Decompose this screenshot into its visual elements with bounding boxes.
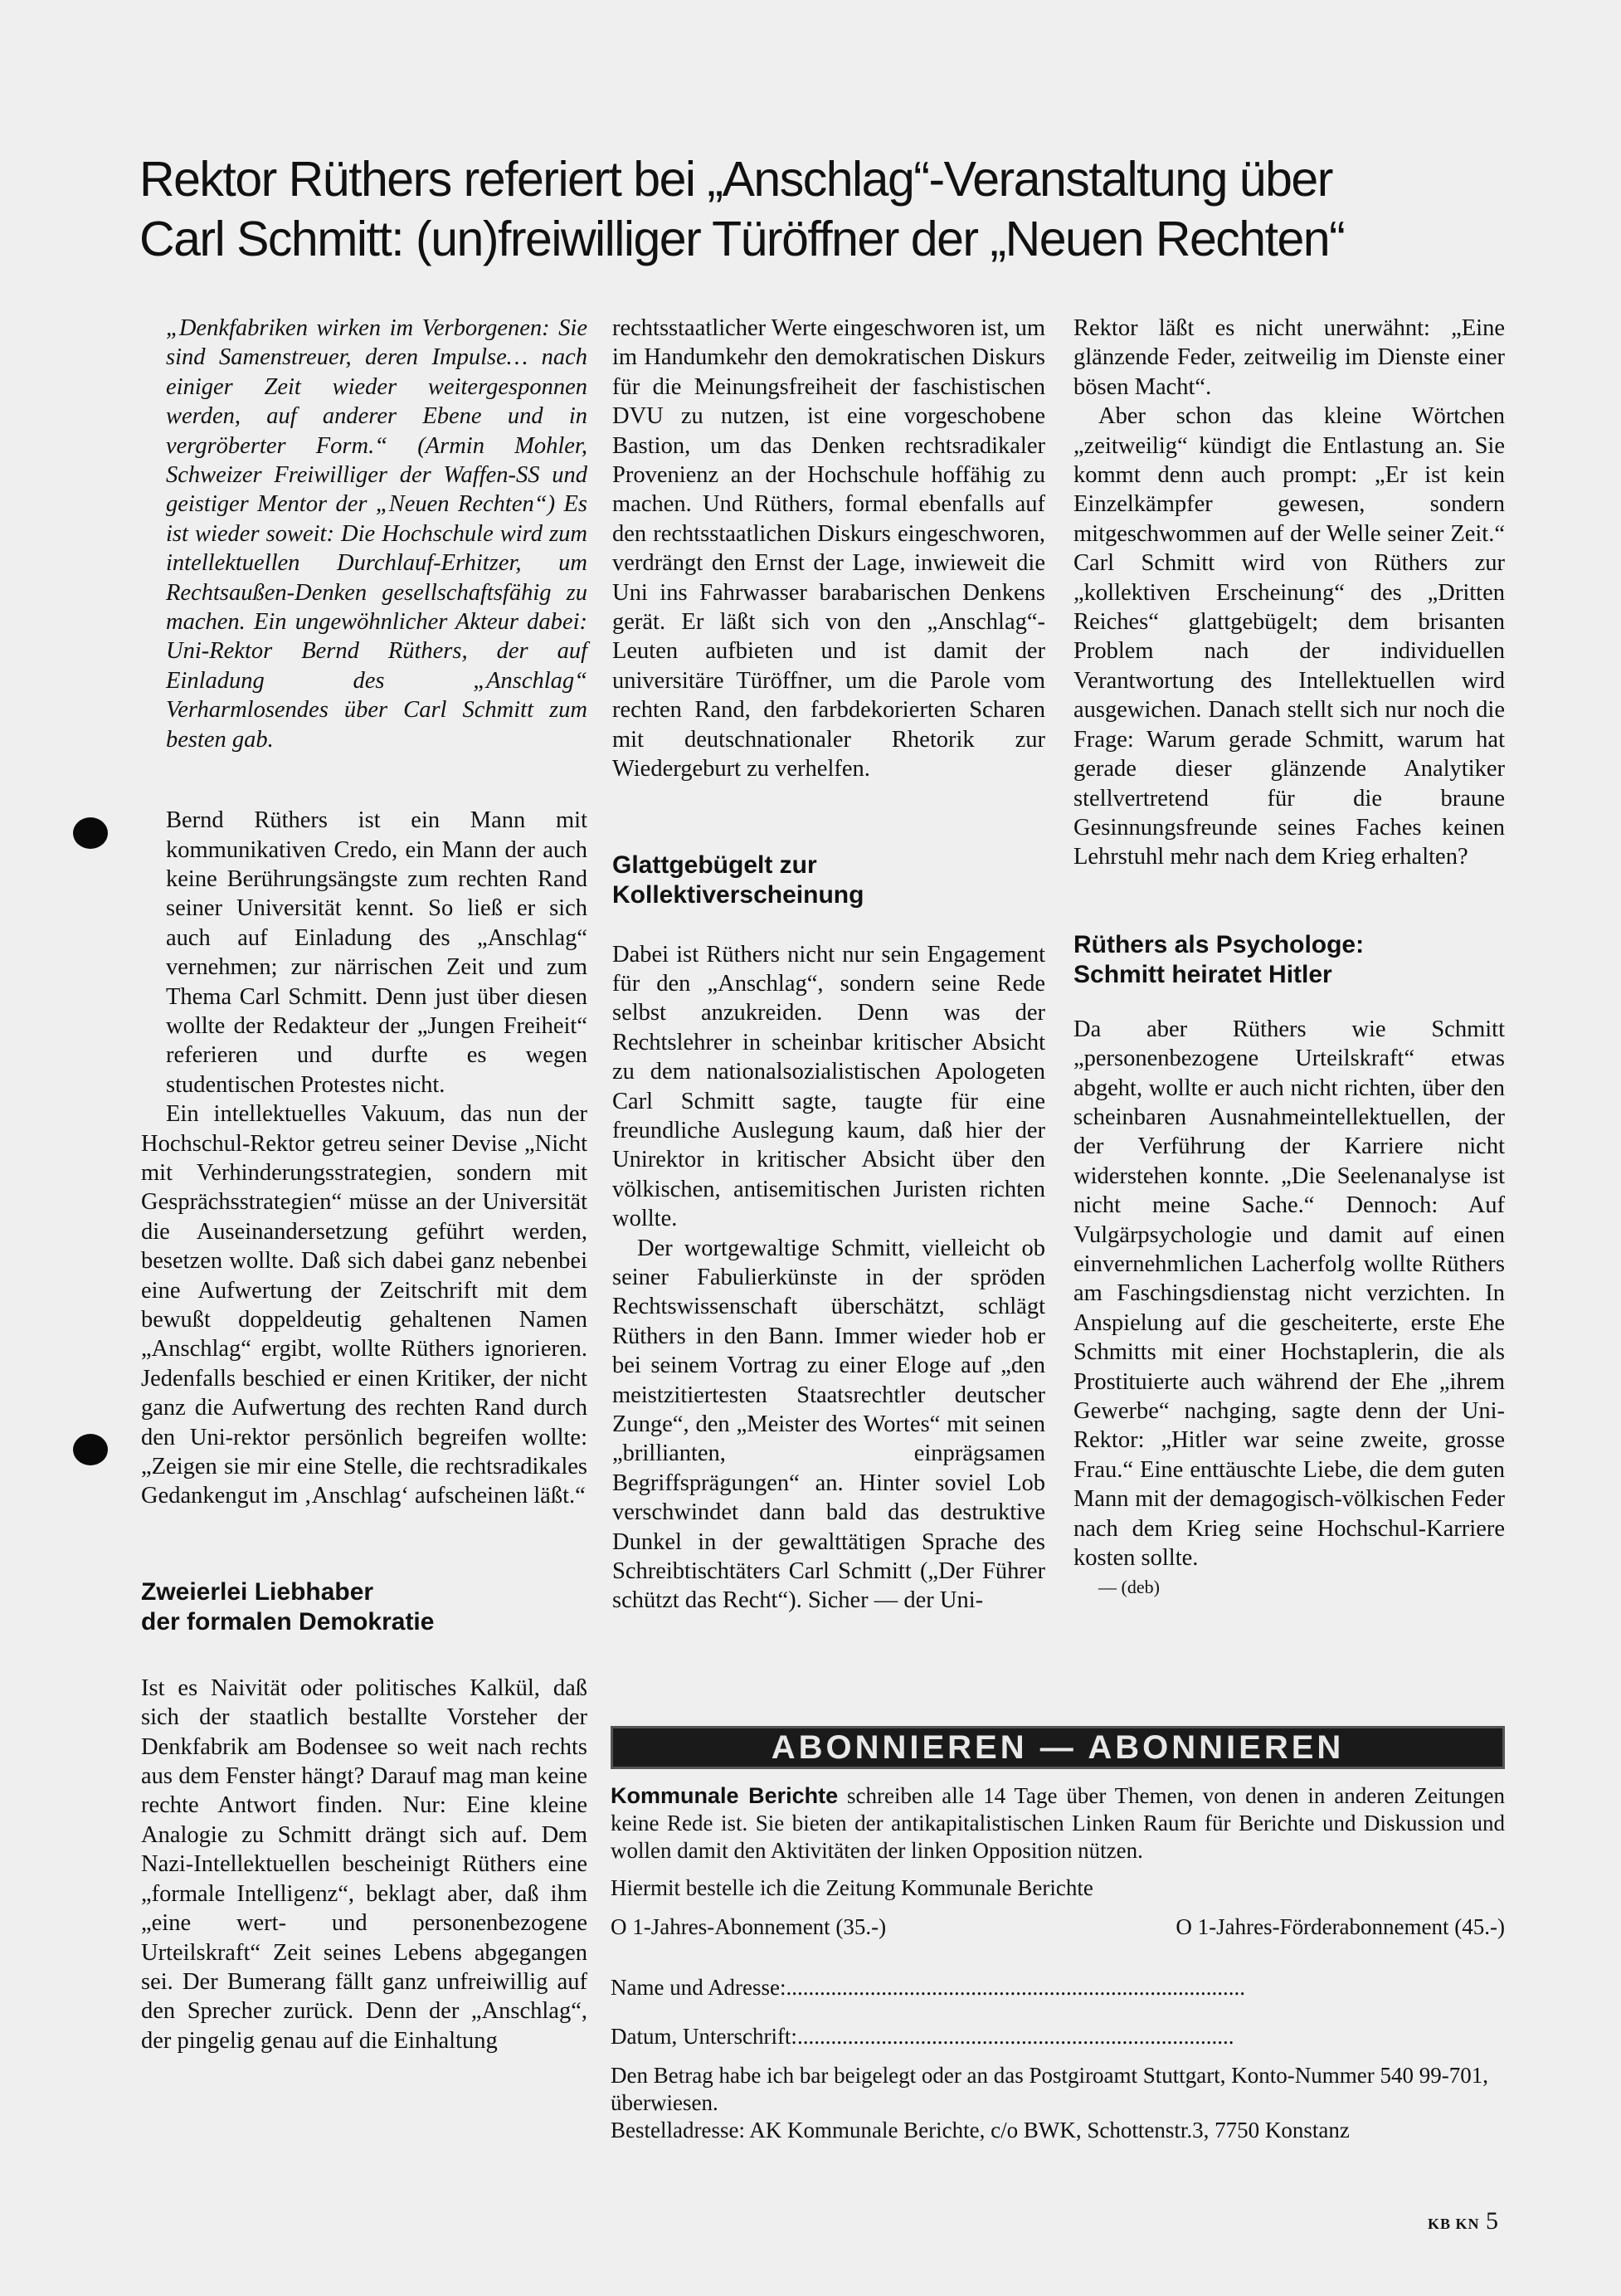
headline-line-1: Rektor Rüthers referiert bei „Anschlag“-Veranstaltung über <box>139 152 1332 207</box>
col1-paragraph-2: Ein intellektuelles Vakuum, das nun der Hochschul-Rektor getreu seiner Devise „Nicht mit Verhinderungsstrategien, sondern mit Gesprächsstrategien“ müsse an der Universität die Auseinandersetzung geführt werden, besetzen wollte. Daß sich dabei ganz nebenbei eine Aufwertung der Zeitschrift mit dem bewußt doppeldeutig gehaltenen Namen „Anschlag“ ergibt, wollte Rüthers ignorieren. Jedenfalls beschied er einen Kritiker, der nicht ganz die Aufwertung des rechten Rand durch den Uni-rektor persönlich begreifen wollte: „Zeigen sie mir eine Stelle, die rechtsradikales Gedankengut im ‚Anschlag‘ aufscheinen läßt.“ <box>141 1101 587 1509</box>
subscription-options <box>611 1913 1505 1941</box>
col3-paragraph-3: Da aber Rüthers wie Schmitt „personenbezogene Urteilskraft“ etwas abgeht, wollte er auch nicht richten, über den scheinbaren Ausnahmeintellektuellen, der der Verführung der Karriere nicht widerstehen konnte. „Die Seelenanalyse ist nicht meine Sache.“ Dennoch: Auf Vulgärpsychologie und damit auf einen einvernehmlichen Lacherfolg wollte Rüthers am Faschingsdienstag nicht verzichten. In Anspielung auf die gescheiterte, erste Ehe Schmitts mit einer Hochstaplerin, die als Prostituierte auch während der Ehe „ihrem Gewerbe“ nachging, sagte denn der Uni-Rektor: „Hitler war seine zweite, grosse Frau.“ Eine enttäuschte Liebe, die dem guten Mann mit der demagogisch-völkischen Feder nach dem Krieg seine Hochschul-Karriere kosten sollte. <box>1073 1016 1505 1572</box>
col3-paragraph-1: Rektor läßt es nicht unerwähnt: „Eine glänzende Feder, zeitweilig im Dienste einer bösen Macht“. <box>1073 315 1505 400</box>
headline-line-2: Carl Schmitt: (un)freiwilliger Türöffner der „Neuen Rechten“ <box>139 212 1345 266</box>
column-2 <box>612 314 1045 1616</box>
intro-paragraph: „Denkfabriken wirken im Verborgenen: Sie sind Samenstreuer, deren Impulse… nach einiger Zeit wieder weitergesponnen werden, auf anderer Ebene und in vergröberter Form.“ (Armin Mohler, Schweizer Freiwilliger der Waffen-SS und geistiger Mentor der „Neuen Rechten“) Es ist wieder soweit: Die Hochschule wird zum intellektuellen Durchlauf-Erhitzer, um Rechtsaußen-Denken gesellschaftsfähig zu machen. Ein ungewöhnlicher Akteur dabei: Uni-Rektor Bernd Rüthers, der auf Einladung des „Anschlag“ Verharmlosendes über Carl Schmitt zum besten gab. <box>166 315 587 753</box>
option-support-subscription[interactable]: O 1-Jahres-Förderabonnement (45.-) <box>1176 1914 1505 1939</box>
col2-paragraph-1: rechtsstaatlicher Werte eingeschworen ist, um im Handumkehr den demokratischen Diskurs für die Meinungsfreiheit der faschistischen DVU zu nutzen, ist eine vorgeschobene Bastion, um das Denken rechtsradikaler Provenienz an der Hochschule hoffähig zu machen. Und Rüthers, formal ebenfalls auf den rechtsstaatlichen Diskurs eingeschworen, verdrängt den Ernst der Lage, inwieweit die Uni ins Fahrwasser barabarischen Denkens gerät. Er läßt sich von den „Anschlag“-Leuten aufbieten und ist damit der universitäre Türöffner, um die Parole vom rechten Rand, den farbdekorierten Scharen mit deutschnationaler Rhetorik zur Wiedergeburt zu verhelfen. <box>612 315 1045 782</box>
subscription-box <box>611 1726 1505 2144</box>
col1-paragraph-3: Ist es Naivität oder politisches Kalkül, daß sich der staatlich bestallte Vorsteher der Denkfabrik am Bodensee so weit nach rechts aus dem Fenster hängt? Darauf mag man keine rechte Antwort finden. Nur: Eine kleine Analogie zu Schmitt drängt sich auf. Dem Nazi-Intellektuellen bescheinigt Rüthers eine „formale Intelligenz“, beklagt aber, daß ihm „eine wert- und personenbezogene Urteilskraft“ Zeit seines Lebens abgegangen sei. Der Bumerang fällt ganz unfreiwillig auf den Sprecher zurück. Denn der „Anschlag“, der pingelig genau auf die Einhaltung <box>141 1674 587 2054</box>
subhead-zweierlei <box>141 1577 587 1637</box>
byline: — (deb) <box>1098 1577 1160 1598</box>
option-annual-subscription[interactable]: O 1-Jahres-Abonnement (35.-) <box>611 1914 887 1939</box>
date-signature-field[interactable]: Datum, Unterschrift:.............................................................................. <box>611 2024 1234 2049</box>
column-1 <box>141 314 587 2055</box>
subscribe-intro-text: schreiben alle 14 Tage über Themen, von denen in anderen Zeitungen keine Rede ist. Sie bieten der antikapitalistischen Linken Raum für Berichte und Diskussion und wollen damit den Aktivitäten der linken Opposition nützen. <box>611 1783 1505 1863</box>
subhead-line-2: Schmitt heiratet Hitler <box>1073 960 1332 988</box>
punch-hole-top <box>73 817 108 849</box>
column-3 <box>1073 314 1505 1602</box>
payment-note: Den Betrag habe ich bar beigelegt oder an das Postgiroamt Stuttgart, Konto-Nummer 540 99-701, überwiesen. <box>611 2063 1488 2115</box>
punch-hole-bottom <box>73 1434 108 1465</box>
brand-name: Kommunale Berichte <box>611 1783 839 1808</box>
headline <box>139 149 1550 269</box>
subscribe-banner: ABONNIEREN — ABONNIEREN <box>611 1726 1505 1769</box>
subhead-line-2: der formalen Demokratie <box>141 1607 435 1635</box>
subhead-line-1: Zweierlei Liebhaber <box>141 1577 374 1606</box>
col2-paragraph-3: Der wortgewaltige Schmitt, vielleicht ob seiner Fabulierkünste in der spröden Rechtswissenschaft überschätzt, schlägt Rüthers in den Bann. Immer wieder hob er bei seinem Vortrag zu einer Eloge auf „den meistzitiertesten Staatsrechtler deutscher Zunge“, den „Meister des Wortes“ mit seinen „brillianten, einprägsamen Begriffsprägungen“ an. Hinter soviel Lob verschwindet dann bald das destruktive Dunkel in der gewalttätigen Sprache des Schreibtischtäters Carl Schmitt („Der Führer schützt das Recht“). Sicher — der Uni- <box>612 1235 1045 1614</box>
subhead-line-1: Glattgebügelt zur <box>612 851 817 879</box>
subhead-psychologe <box>1073 930 1505 990</box>
col2-paragraph-2: Dabei ist Rüthers nicht nur sein Engagement für den „Anschlag“, sondern seine Rede selbst anzukreiden. Denn was der Rechtslehrer in scheinbar kritischer Absicht zu dem nationalsozialistischen Apologeten Carl Schmitt sagte, taugte für eine freundliche Auslegung kaum, daß hier der Unirektor in kritischer Absicht über den völkischen, antisemitischen Juristen richten wollte. <box>612 941 1045 1232</box>
order-line: Hiermit bestelle ich die Zeitung Kommunale Berichte <box>611 1875 1093 1900</box>
page-number: 5 <box>1486 2207 1498 2235</box>
page-footer <box>1428 2207 1498 2235</box>
order-address: Bestelladresse: AK Kommunale Berichte, c/o BWK, Schottenstr.3, 7750 Konstanz <box>611 2118 1350 2142</box>
subhead-glattgebuegelt <box>612 851 1045 910</box>
subscribe-intro <box>611 1782 1505 1865</box>
publication-mark: KB KN <box>1427 2216 1480 2232</box>
col1-paragraph-1: Bernd Rüthers ist ein Mann mit kommunikativen Credo, ein Mann der auch keine Berührungsängste zum rechten Rand seiner Universität kennt. So ließ er sich auch auf Einladung des „Anschlag“ vernehmen; zur närrischen Zeit und zum Thema Carl Schmitt. Denn just über diesen wollte der Redakteur der „Jungen Freiheit“ referieren und durfte es wegen studentischen Protestes nicht. <box>166 807 587 1098</box>
col3-paragraph-2: Aber schon das kleine Wörtchen „zeitweilig“ kündigt die Entlastung an. Sie kommt denn auch prompt: „Er ist kein Einzelkämpfer gewesen, sondern mitgeschwommen auf der Welle seiner Zeit.“ Carl Schmitt wird von Rüthers zur „kollektiven Erscheinung“ des „Dritten Reiches“ glattgebügelt; dem brisanten Problem nach der individuellen Verantwortung des Intellektuellen wird ausgewichen. Danach stellt sich nur noch die Frage: Warum gerade Schmitt, warum hat gerade dieser glänzende Analytiker stellvertretend für die braune Gesinnungsfreunde seines Faches keinen Lehrstuhl mehr nach dem Krieg erhalten? <box>1073 403 1505 870</box>
name-address-field[interactable]: Name und Adresse:.................................................................................. <box>611 1975 1245 2000</box>
subhead-line-1: Rüthers als Psychologe: <box>1073 930 1365 958</box>
subhead-line-2: Kollektiverscheinung <box>612 880 864 909</box>
